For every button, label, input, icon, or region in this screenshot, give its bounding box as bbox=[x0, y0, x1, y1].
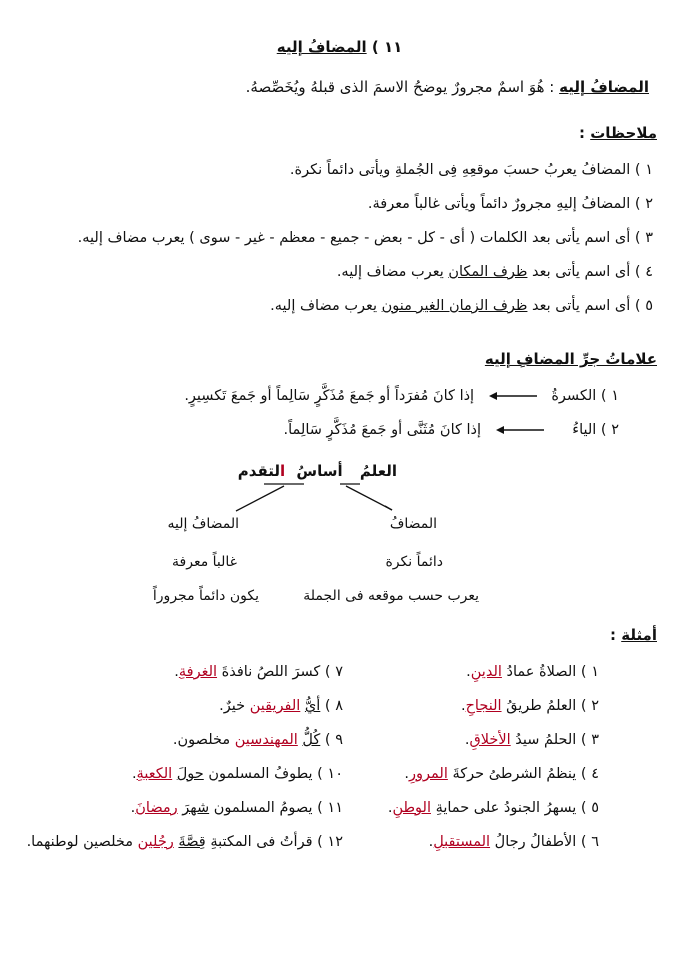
example-number: ٨ ) bbox=[324, 698, 343, 714]
example-item bbox=[173, 732, 343, 748]
mark-number: ١ ) bbox=[600, 388, 619, 404]
example-text: . bbox=[174, 664, 179, 680]
examples-heading-label: أمثلة bbox=[621, 626, 657, 644]
example-item bbox=[131, 800, 343, 816]
title-text: المضافُ إليه bbox=[276, 38, 367, 56]
example-text: . bbox=[130, 800, 136, 816]
example-text: ينظمُ الشرطىُ حركةَ bbox=[452, 766, 577, 782]
note-underlined: ظرف المكان bbox=[448, 264, 528, 280]
diagram-line-left bbox=[236, 486, 284, 511]
example-underlined: كُلُّ bbox=[302, 732, 321, 748]
note-text: أى اسم يأتى بعد الكلمات ( أى - كل - بعض - جميع - معظم - غير - سوى ) يعرب مضاف إليه. bbox=[77, 230, 631, 246]
mark-name: الكسرةُ bbox=[551, 388, 597, 404]
example-item bbox=[27, 834, 343, 850]
example-text: يصومُ المسلمون bbox=[213, 800, 313, 816]
note-number: ٤ ) bbox=[634, 264, 653, 280]
example-red-word: الأخلاقِ bbox=[469, 732, 511, 748]
example-number: ١٠ ) bbox=[317, 766, 343, 782]
example-item bbox=[174, 664, 343, 680]
example-number: ١٢ ) bbox=[317, 834, 343, 850]
notes-heading-colon: : bbox=[578, 124, 585, 142]
diagram-sentence bbox=[238, 462, 397, 480]
note-text: يعرب مضاف إليه. bbox=[336, 264, 444, 280]
example-underlined: قِصَّةَ bbox=[178, 834, 206, 850]
definition-term: المضافُ إليه bbox=[559, 78, 649, 96]
example-number: ١ ) bbox=[580, 664, 599, 680]
diagram-left-line-1: غالباً معرفة bbox=[172, 554, 237, 570]
example-number: ١١ ) bbox=[317, 800, 343, 816]
mark-number: ٢ ) bbox=[600, 422, 619, 438]
example-red-word: المستقبلِ bbox=[433, 834, 491, 850]
note-number: ٥ ) bbox=[634, 298, 653, 314]
example-text: يسهرُ الجنودُ على حمايةِ bbox=[435, 800, 577, 816]
note-text: أى اسم يأتى بعد bbox=[532, 264, 631, 280]
note-text: أى اسم يأتى بعد bbox=[532, 298, 631, 314]
examples-heading bbox=[610, 626, 657, 644]
diagram-right-title: المضافُ bbox=[389, 516, 437, 532]
example-number: ٧ ) bbox=[324, 664, 343, 680]
example-red-word: المهندسين bbox=[234, 732, 298, 748]
sentence-word-3-rest: لتقدم bbox=[237, 462, 280, 480]
example-text: مخلصون. bbox=[172, 732, 231, 748]
example-text: مخلصين لوطنهما. bbox=[26, 834, 134, 850]
example-red-word: الدينِ bbox=[470, 664, 502, 680]
note-number: ١ ) bbox=[634, 162, 653, 178]
note-text: المضافُ إليهِ مجرورٌ دائماً ويأتى غالباً معرفة. bbox=[367, 196, 631, 212]
example-item bbox=[461, 698, 599, 714]
example-text: خيرٌ. bbox=[219, 698, 246, 714]
diagram-right-line-1: دائماً نكرة bbox=[385, 554, 443, 570]
example-text: الصلاةُ عمادُ bbox=[506, 664, 577, 680]
note-underlined: ظرف الزمان الغير منون bbox=[381, 298, 528, 314]
example-item bbox=[132, 766, 343, 782]
mark-condition: إذا كانَ مُثَنَّى أو جَمعَ مُذَكَّرٍ سَالِماً. bbox=[283, 422, 482, 438]
diagram-left-title: المضافُ إليه bbox=[167, 516, 239, 532]
example-red-word: رجُلين bbox=[137, 834, 174, 850]
example-red-word: الغرفةِ bbox=[178, 664, 218, 680]
mark-name: الياءُ bbox=[572, 422, 597, 438]
example-red-word: النجاحِ bbox=[465, 698, 502, 714]
example-text: . bbox=[404, 766, 410, 782]
example-text: . bbox=[464, 732, 470, 748]
example-red-word: الفريقين bbox=[249, 698, 301, 714]
example-number: ٩ ) bbox=[324, 732, 343, 748]
example-item bbox=[219, 698, 343, 714]
title-number: ١١ ) bbox=[371, 38, 403, 56]
mark-condition: إذا كانَ مُفرَداً أو جَمعَ مُذَكَّرٍ سَالِماً أو جَمعَ تَكسِيرٍ. bbox=[184, 388, 475, 404]
example-red-word: المرورِ bbox=[409, 766, 448, 782]
note-text: يعرب مضاف إليه. bbox=[270, 298, 378, 314]
example-item bbox=[465, 732, 599, 748]
example-text: . bbox=[466, 664, 471, 680]
diagram-right-line-2: يعرب حسب موقعه فى الجملة bbox=[303, 588, 479, 604]
example-red-word: الوطنِ bbox=[392, 800, 431, 816]
definition-colon: : bbox=[549, 78, 555, 96]
example-text: العلمُ طريقُ bbox=[506, 698, 577, 714]
example-text: كسرَ اللصُ نافذةَ bbox=[221, 664, 321, 680]
definition-text: هُوَ اسمٌ مجرورٌ يوضحُ الاسمَ الذى قبلهُ ويُخَصِّصهُ. bbox=[245, 78, 545, 96]
notes-heading-label: ملاحظات bbox=[590, 124, 657, 142]
example-item bbox=[404, 766, 599, 782]
example-red-word: رمضانَ bbox=[135, 800, 178, 816]
example-underlined: شهرَ bbox=[182, 800, 210, 816]
example-underlined: حولَ bbox=[176, 766, 204, 782]
example-text: قرأتُ فى المكتبةِ bbox=[210, 834, 313, 850]
example-number: ٣ ) bbox=[580, 732, 599, 748]
example-number: ٥ ) bbox=[580, 800, 599, 816]
examples-heading-colon: : bbox=[609, 626, 616, 644]
sentence-red-letter: ا bbox=[280, 462, 286, 480]
example-item bbox=[466, 664, 599, 680]
example-item bbox=[429, 834, 599, 850]
sentence-word-1: العلمُ bbox=[359, 462, 397, 480]
note-text: المضافُ يعربُ حسبَ موقعِهِ فِى الجُملةِ ويأتى دائماً نكرة. bbox=[289, 162, 631, 178]
note-number: ٢ ) bbox=[634, 196, 653, 212]
example-red-word: الكعبةِ bbox=[136, 766, 173, 782]
example-text: . bbox=[131, 766, 137, 782]
marks-heading-label: علاماتُ جرِّ المضافِ إليه bbox=[484, 350, 657, 368]
example-item bbox=[388, 800, 599, 816]
example-text: . bbox=[460, 698, 466, 714]
example-text: يطوفُ المسلمون bbox=[208, 766, 313, 782]
example-number: ٤ ) bbox=[580, 766, 599, 782]
example-underlined: أيُّ bbox=[304, 698, 321, 714]
example-number: ٦ ) bbox=[580, 834, 599, 850]
example-text: الحلمُ سيدُ bbox=[515, 732, 577, 748]
diagram-left-line-2: يكون دائماً مجروراً bbox=[152, 588, 259, 604]
sentence-word-3 bbox=[238, 462, 285, 480]
note-number: ٣ ) bbox=[634, 230, 653, 246]
example-number: ٢ ) bbox=[580, 698, 599, 714]
example-text: . bbox=[387, 800, 393, 816]
example-text: . bbox=[428, 834, 434, 850]
sentence-word-2: أساسُ bbox=[296, 462, 343, 480]
example-text: الأطفالُ رجالُ bbox=[494, 834, 577, 850]
